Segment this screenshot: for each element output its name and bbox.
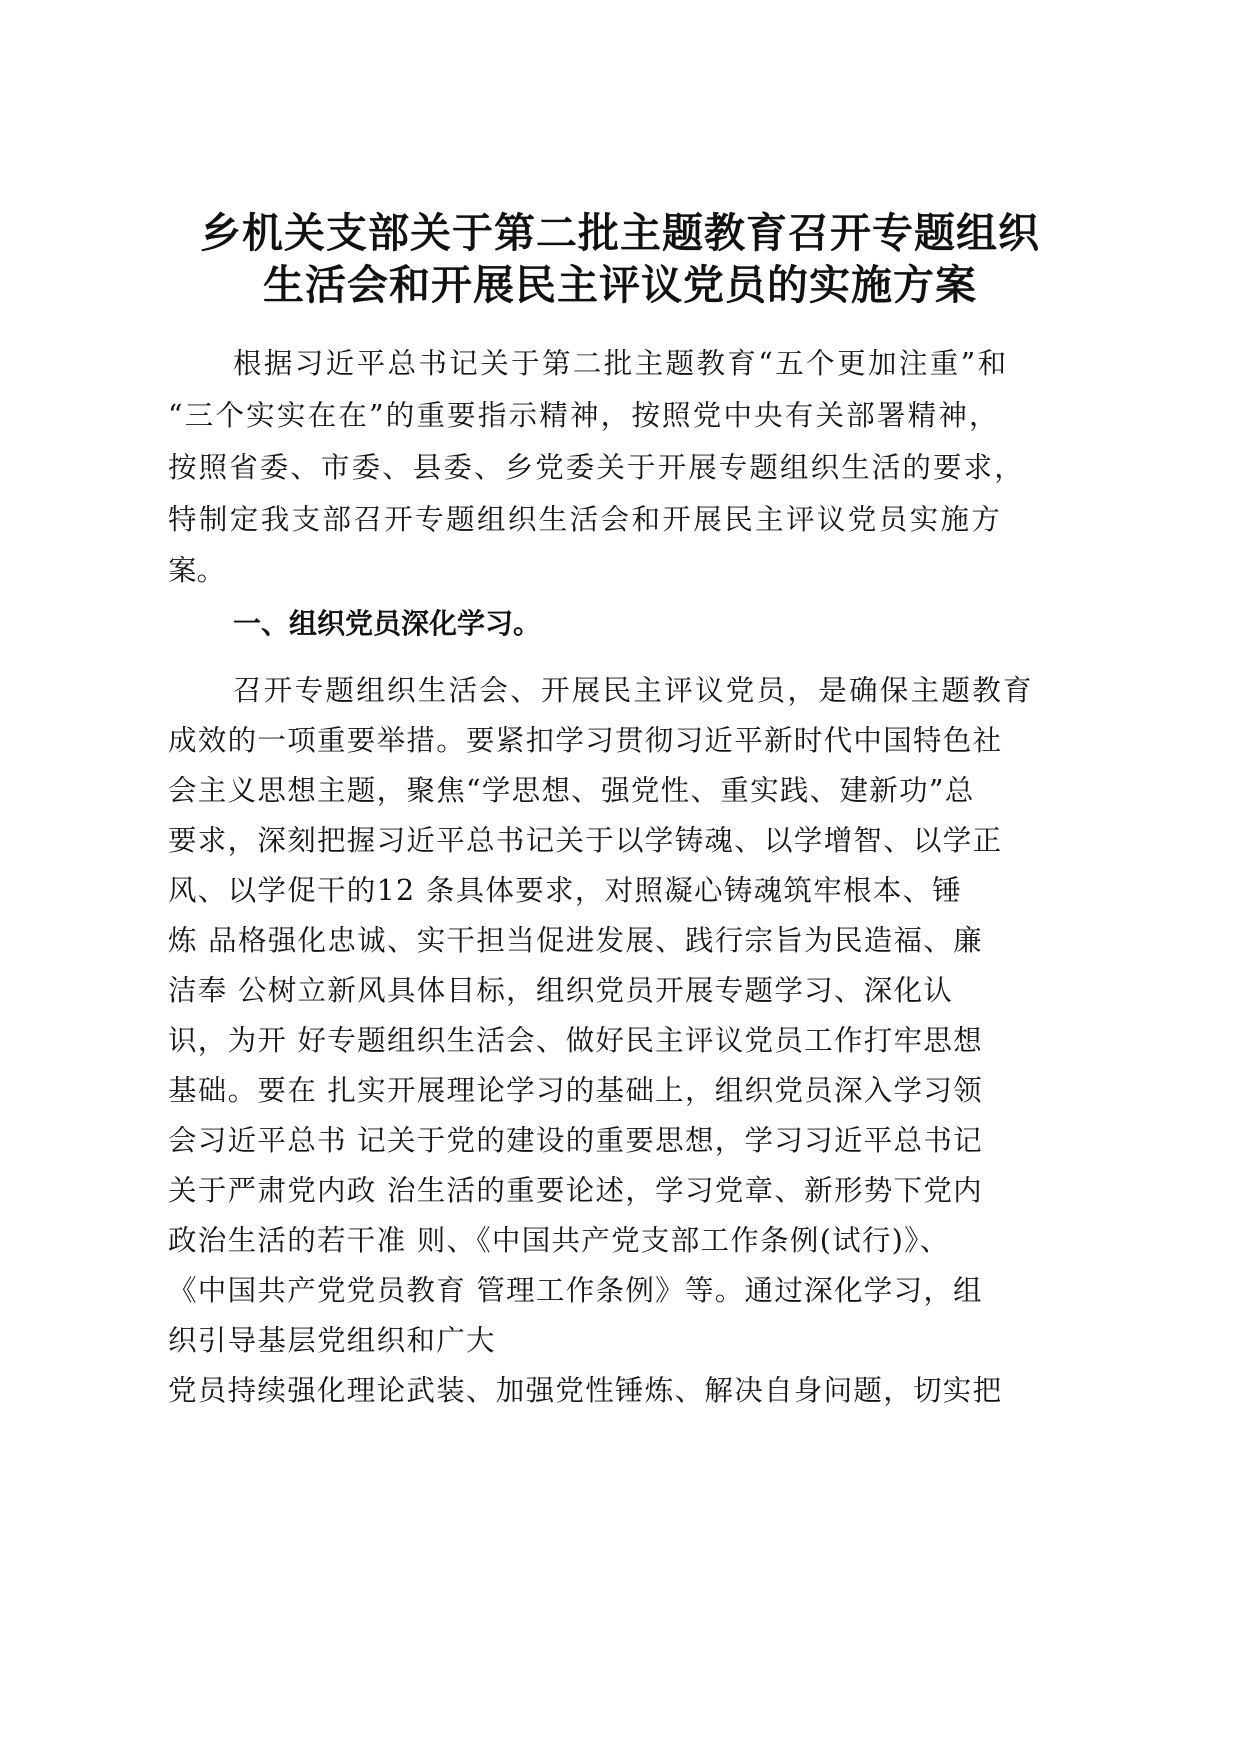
body-line: 关于严肃党内政 治生活的重要论述，学习党章、新形势下党内 xyxy=(168,1174,983,1207)
body-line: 会习近平总书 记关于党的建设的重要思想，学习习近平总书记 xyxy=(168,1124,983,1157)
section-heading: 一、组织党员深化学习。 xyxy=(233,607,542,640)
body-line: 召开专题组织生活会、开展民主评议党员，是确保主题教育 xyxy=(233,674,1034,707)
body-line: 政治生活的若干准 则、《中国共产党支部工作条例(试行)》、 xyxy=(168,1224,950,1257)
body-line: 炼 品格强化忠诚、实干担当促进发展、践行宗旨为民造福、廉 xyxy=(168,924,983,957)
intro-line: 特制定我支部召开专题组织生活会和开展民主评议党员实施方 xyxy=(168,503,1003,536)
intro-line: “三个实实在在”的重要指示精神，按照党中央有关部署精神， xyxy=(168,399,1000,432)
body-line: 风、以学促干的12 条具体要求，对照凝心铸魂筑牢根本、锤 xyxy=(168,874,963,907)
body-line: 要求，深刻把握习近平总书记关于以学铸魂、以学增智、以学正 xyxy=(168,824,1003,857)
body-line: 成效的一项重要举措。要紧扣学习贯彻习近平新时代中国特色社 xyxy=(168,724,1003,757)
intro-line: 根据习近平总书记关于第二批主题教育“五个更加注重”和 xyxy=(233,347,1009,380)
intro-line: 案。 xyxy=(168,554,226,587)
body-line: 洁奉 公树立新风具体目标，组织党员开展专题学习、深化认 xyxy=(168,974,954,1007)
body-line: 《中国共产党党员教育 管理工作条例》等。通过深化学习，组 xyxy=(168,1274,983,1307)
body-line: 党员持续强化理论武装、加强党性锤炼、解决自身问题，切实把 xyxy=(168,1374,1003,1407)
body-line: 会主义思想主题，聚焦“学思想、强党性、重实践、建新功”总 xyxy=(168,774,975,807)
document-title-line-1: 乡机关支部关于第二批主题教育召开专题组织 xyxy=(200,209,1040,257)
body-line: 基础。要在 扎实开展理论学习的基础上，组织党员深入学习领 xyxy=(168,1074,983,1107)
document-title-line-2: 生活会和开展民主评议党员的实施方案 xyxy=(263,261,977,309)
intro-line: 按照省委、市委、县委、乡党委关于开展专题组织生活的要求， xyxy=(168,451,1025,484)
body-line: 织引导基层党组织和广大 xyxy=(168,1324,496,1357)
body-line: 识，为开 好专题组织生活会、做好民主评议党员工作打牢思想 xyxy=(168,1024,983,1057)
